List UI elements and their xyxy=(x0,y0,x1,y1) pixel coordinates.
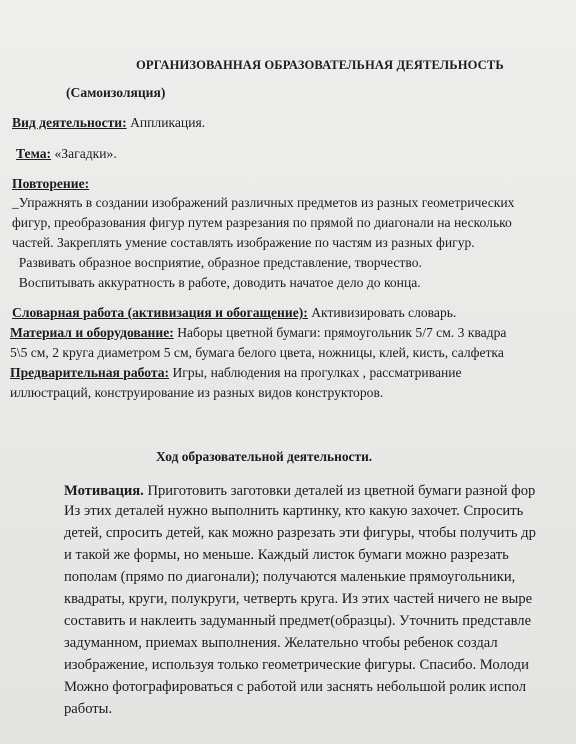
preliminary-value: Игры, наблюдения на прогулках , рассматривание xyxy=(169,365,462,380)
vocabulary-label: Словарная работа (активизация и обогащение): xyxy=(12,305,308,320)
activity-type-label: Вид деятельности: xyxy=(12,115,127,130)
vocabulary-line xyxy=(12,304,456,322)
activity-type-line xyxy=(12,114,205,132)
review-line: фигур, преобразования фигур путем разрезания по прямой по диагонали на несколько xyxy=(12,215,512,230)
motivation-text-line: задуманном, приемах выполнения. Желательно чтобы ребенок создал xyxy=(64,635,498,651)
document-title: ОРГАНИЗОВАННАЯ ОБРАЗОВАТЕЛЬНАЯ ДЕЯТЕЛЬНОСТЬ xyxy=(136,58,504,72)
review-line: Воспитывать аккуратность в работе, доводить начатое дело до конца. xyxy=(12,275,421,290)
motivation-text-line: пополам (прямо по диагонали); получаются маленькие прямоугольники, xyxy=(64,569,516,585)
motivation-text-line: изображение, используя только геометрические фигуры. Спасибо. Молоди xyxy=(64,657,529,673)
topic-label: Тема: xyxy=(16,146,52,161)
activity-type-value: Аппликация. xyxy=(126,115,206,130)
vocabulary-value: Активизировать словарь. xyxy=(307,305,457,320)
motivation-text-line: работы. xyxy=(64,701,113,717)
motivation-text-line: детей, спросить детей, как можно разрезать эти фигуры, чтобы получить др xyxy=(64,525,536,541)
review-line: _Упражнять в создании изображений различных предметов из разных геометрических xyxy=(12,195,515,210)
course-heading: Ход образовательной деятельности. xyxy=(156,449,373,464)
materials-label: Материал и оборудование: xyxy=(10,325,174,340)
review-line: частей. Закреплять умение составлять изображение по частям из разных фигур. xyxy=(12,235,475,250)
motivation-text-line: Можно фотографироваться с работой или заснять небольшой ролик испол xyxy=(64,679,527,695)
motivation-text-line: квадраты, круги, полукруги, четверть круга. Из этих частей ничего не выре xyxy=(64,591,533,607)
materials-line xyxy=(10,324,506,342)
materials-value: Наборы цветной бумаги: прямоугольник 5/7 см. 3 квадра xyxy=(173,325,507,340)
review-label: Повторение: xyxy=(12,176,90,191)
motivation-first: Приготовить заготовки деталей из цветной бумаги разной фор xyxy=(143,483,536,499)
preliminary-continuation: иллюстраций, конструирование из разных видов конструкторов. xyxy=(10,385,384,400)
topic-value: «Загадки». xyxy=(51,146,117,161)
motivation-label: Мотивация. xyxy=(64,483,144,499)
motivation-line xyxy=(64,481,535,501)
motivation-text-line: Из этих деталей нужно выполнить картинку, кто какую захочет. Спросить xyxy=(64,503,524,519)
topic-line xyxy=(16,145,117,163)
motivation-text-line: составить и наклеить задуманный предмет(образцы). Уточнить представле xyxy=(64,613,532,629)
materials-continuation: 5\5 см, 2 круга диаметром 5 см, бумага белого цвета, ножницы, клей, кисть, салфетка xyxy=(10,345,504,360)
document-subtitle: (Самоизоляция) xyxy=(66,85,166,100)
preliminary-line xyxy=(10,364,462,382)
motivation-text-line: и такой же формы, но меньше. Каждый листок бумаги можно разрезать xyxy=(64,547,509,563)
review-line: Развивать образное восприятие, образное представление, творчество. xyxy=(12,255,422,270)
preliminary-label: Предварительная работа: xyxy=(10,365,170,380)
